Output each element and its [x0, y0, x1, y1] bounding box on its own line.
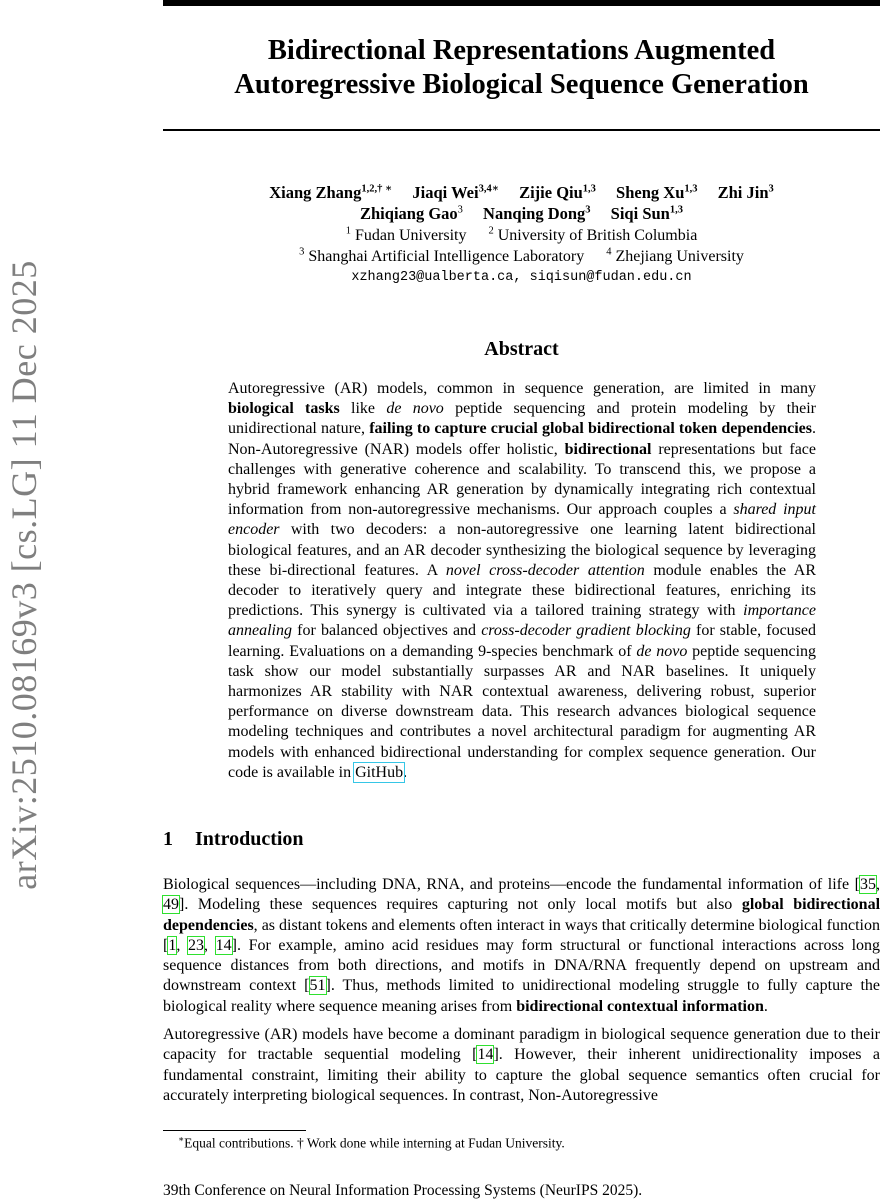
footnote-rule: [163, 1130, 306, 1131]
github-link[interactable]: GitHub: [355, 763, 404, 781]
citation-link[interactable]: 35: [860, 876, 876, 893]
arxiv-identifier: arXiv:2510.08169v3 [cs.LG] 11 Dec 2025: [4, 260, 45, 890]
affiliation: $^4$ Zhejiang University: [606, 246, 744, 265]
author: Sheng Xu$^{1,3}$: [616, 183, 698, 202]
author: Zhiqiang Gao$^3$: [360, 204, 463, 223]
author-emails[interactable]: xzhang23@ualberta.ca, siqisun@fudan.edu.cn: [351, 270, 692, 285]
author: Zhi Jin$^3$: [717, 183, 774, 202]
citation-link[interactable]: 14: [477, 1046, 494, 1064]
paper-title: [163, 34, 880, 102]
author: Jiaqi Wei$^{3,4∗}$: [412, 183, 499, 202]
footnote: ∗Equal contributions. † Work done while interning at Fudan University.: [178, 1134, 565, 1151]
affiliation-list: [163, 225, 880, 267]
citation-link[interactable]: 23: [187, 936, 204, 954]
title-line-1: Bidirectional Representations Augmented: [267, 35, 776, 66]
author: Xiang Zhang$^{1,2,\dagger ∗}$: [269, 183, 393, 202]
section-title: Introduction: [195, 828, 304, 850]
arxiv-side-stamp: [0, 255, 53, 895]
title-rule: [163, 129, 880, 131]
top-rule: [163, 0, 880, 6]
affiliation: $^3$ Shanghai Artificial Intelligence Laboratory: [299, 246, 585, 265]
affiliation: $^2$ University of British Columbia: [488, 225, 698, 244]
citation-link[interactable]: 51: [309, 977, 326, 995]
section-number: 1: [163, 828, 173, 850]
intro-paragraph-2: Autoregressive (AR) models have become a dominant paradigm in biological sequence generation due to their capacity for tractable sequential modeling [14]. However, their inherent unidirectionality imposes a fundamental constraint, limiting their ability to capture the global sequence semantics often crucial for accurately interpreting biological sequences. In contrast, Non-Autoregressive: [163, 1026, 881, 1104]
author: Nanqing Dong$^3$: [483, 204, 591, 223]
abstract-heading: Abstract: [484, 338, 559, 360]
citation-link[interactable]: 1: [168, 936, 177, 954]
section-heading: [163, 828, 304, 851]
introduction-body: [163, 875, 880, 1114]
citation-link[interactable]: 14: [215, 936, 232, 954]
title-line-2: Autoregressive Biological Sequence Generation: [234, 69, 809, 100]
affiliation: $^1$ Fudan University: [345, 225, 467, 244]
abstract-body: Autoregressive (AR) models, common in sequence generation, are limited in many biological tasks like de novo peptide sequencing and protein modeling by their unidirectional nature, failing to capture crucial global bidirectional token dependencies. Non-Autoregressive (NAR) models offer holistic, bidirectional representations but face challenges with generative coherence and scalability. To transcend this, we propose a hybrid framework enhancing AR generation by dynamically integrating rich contextual information from non-autoregressive mechanisms. Our approach couples a shared input encoder with two decoders: a non-autoregressive one learning latent bidirectional biological features, and an AR decoder synthesizing the biological sequence by leveraging these bi-directional features. A novel cross-decoder attention module enables the AR decoder to iteratively query and integrate these bidirectional features, enriching its predictions. This synergy is cultivated via a tailored training strategy with importance annealing for balanced objectives and cross-decoder gradient blocking for stable, focused learning. Evaluations on a demanding 9-species benchmark of de novo peptide sequencing task show our model substantially surpasses AR and NAR baselines. It uniquely harmonizes AR stability with NAR contextual awareness, delivering robust, superior performance on diverse downstream data. This research advances biological sequence modeling techniques and contributes a novel architectural paradigm for augmenting AR models with enhanced bidirectional understanding for complex sequence generation. Our code is available in GitHub.: [228, 380, 817, 781]
intro-paragraph-1: Biological sequences—including DNA, RNA, and proteins—encode the fundamental information of life [35, 49]. Modeling these sequences requires capturing not only local motifs but also global bidirectional dependencies, as distant tokens and elements often interact in ways that critically determine biological function [1, 23, 14]. For example, amino acid residues may form structural or functional interactions across long sequence distances from both directions, and motifs in DNA/RNA frequently depend on upstream and downstream context [51]. Thus, methods limited to unidirectional modeling struggle to fully capture the biological reality where sequence meaning arises from bidirectional contextual information.: [163, 876, 881, 1015]
citation-link[interactable]: 49: [163, 896, 179, 914]
venue-line: 39th Conference on Neural Information Processing Systems (NeurIPS 2025).: [163, 1182, 643, 1199]
author: Zijie Qiu$^{1,3}$: [519, 183, 596, 202]
author-list: [163, 182, 880, 224]
author: Siqi Sun$^{1,3}$: [610, 204, 683, 223]
